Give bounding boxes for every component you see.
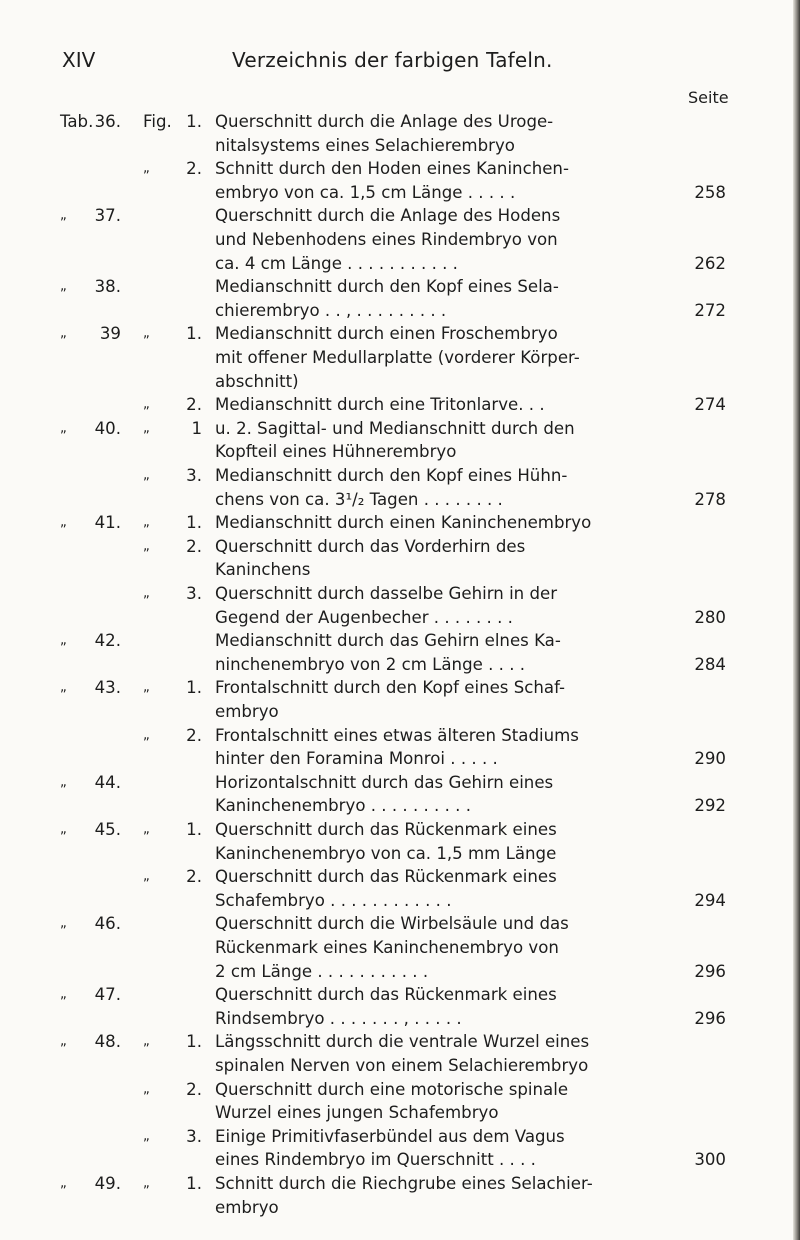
list-row <box>0 535 800 559</box>
list-row <box>0 794 800 818</box>
entry-text: nitalsystems eines Selachierembryo <box>215 135 515 155</box>
list-row <box>0 370 800 394</box>
list-row <box>0 228 800 252</box>
entry-text: Frontalschnitt durch den Kopf eines Schaf- <box>215 678 565 698</box>
list-row <box>0 558 800 582</box>
entry-text: Querschnitt durch dasselbe Gehirn in der <box>215 584 558 603</box>
figure-number: 2. <box>186 536 202 556</box>
figure-label: „ <box>143 1034 150 1050</box>
running-header <box>0 48 800 82</box>
entry-text: und Nebenhodens eines Rindembryo von <box>215 230 558 249</box>
plate-number: 37. <box>94 206 121 226</box>
figure-number: 2. <box>186 1079 202 1099</box>
list-row <box>0 889 800 913</box>
list-row <box>0 417 800 441</box>
page-ref: 284 <box>694 654 726 674</box>
entry-text: spinalen Nerven von einem Selachierembryo <box>215 1056 589 1075</box>
entry-text: Querschnitt durch eine motorische spinale <box>215 1079 569 1099</box>
plate-number: 38. <box>94 277 121 297</box>
list-row <box>0 700 800 724</box>
figure-number: 2. <box>186 725 202 745</box>
page-ref: 262 <box>694 253 726 273</box>
page-ref: 296 <box>694 1008 726 1028</box>
list-row <box>0 936 800 960</box>
entry-text: Einige Primitivfaserbündel aus dem Vagus <box>215 1126 565 1146</box>
entry-text: Querschnitt durch das Vorderhirn des <box>215 536 526 556</box>
entry-text: Medianschnitt durch einen Kaninchenembryo <box>215 513 592 533</box>
entry-text: Schnitt durch die Riechgrube eines Selachier- <box>215 1174 593 1193</box>
list-row <box>0 1030 800 1054</box>
page-column-header: Seite <box>688 88 729 107</box>
figure-label: „ <box>143 1128 150 1144</box>
figure-label: „ <box>143 727 150 743</box>
plate-label: „ <box>60 633 67 649</box>
figure-label: „ <box>143 586 150 601</box>
entry-text: Gegend der Augenbecher . . . . . . . . <box>215 607 513 627</box>
entry-text: Horizontalschnitt durch das Gehirn eines <box>215 772 554 792</box>
page-ref: 300 <box>694 1150 726 1170</box>
page-ref: 272 <box>694 300 726 320</box>
entry-text: embryo <box>215 702 279 721</box>
list-row <box>0 771 800 795</box>
page-number: XIV <box>62 48 96 72</box>
list-row <box>0 1125 800 1149</box>
figure-number: 1. <box>186 1032 202 1052</box>
list-row <box>0 346 800 370</box>
plate-number: 45. <box>94 820 121 839</box>
list-row <box>0 110 800 134</box>
entry-text: chierembryo . . , . . . . . . . . . <box>215 300 447 320</box>
plate-label: „ <box>60 1176 67 1191</box>
figure-number: 1. <box>186 1174 202 1193</box>
figure-number: 1. <box>186 112 202 131</box>
list-row <box>0 1148 800 1172</box>
entry-text: Querschnitt durch das Rückenmark eines <box>215 867 557 887</box>
figure-number: 1. <box>186 678 202 698</box>
plate-label: „ <box>60 515 67 531</box>
page-ref: 294 <box>694 890 726 910</box>
list-row <box>0 960 800 984</box>
plate-number: 49. <box>94 1174 121 1193</box>
entry-text: eines Rindembryo im Querschnitt . . . . <box>215 1150 536 1170</box>
entry-text: Medianschnitt durch eine Tritonlarve. . . <box>215 395 545 415</box>
plate-label: „ <box>60 420 67 436</box>
entry-text: Kopfteil eines Hühnerembryo <box>215 442 457 462</box>
list-row <box>0 912 800 936</box>
entry-text: Kaninchenembryo . . . . . . . . . . <box>215 796 471 816</box>
entry-text: mit offener Medullarplatte (vorderer Körper- <box>215 348 580 367</box>
plate-number: 41. <box>94 513 121 533</box>
figure-label: „ <box>143 468 150 483</box>
figure-label: „ <box>143 326 150 342</box>
plate-label: „ <box>60 916 67 932</box>
plate-number: 42. <box>94 631 121 651</box>
entry-text: Medianschnitt durch den Kopf eines Sela- <box>215 277 559 297</box>
figure-label: Fig. <box>143 112 172 131</box>
list-row <box>0 1078 800 1102</box>
figure-label: „ <box>143 869 150 885</box>
list-row <box>0 157 800 181</box>
entry-text: Medianschnitt durch das Gehirn elnes Ka- <box>215 631 561 651</box>
list-row <box>0 865 800 889</box>
list-row <box>0 606 800 630</box>
plate-number: 43. <box>94 678 121 698</box>
entry-text: u. 2. Sagittal- und Medianschnitt durch den <box>215 418 575 438</box>
list-row <box>0 818 800 842</box>
plate-label: „ <box>60 1034 67 1050</box>
plate-number: 46. <box>94 914 121 934</box>
figure-number: 1. <box>186 324 202 344</box>
list-row <box>0 440 800 464</box>
plate-label: „ <box>60 774 67 790</box>
list-row <box>0 1172 800 1196</box>
figure-number: 1. <box>186 513 202 533</box>
page-ref: 296 <box>694 961 726 981</box>
figure-label: „ <box>143 397 150 413</box>
figure-label: „ <box>143 822 150 837</box>
figure-number: 2. <box>186 867 202 887</box>
plate-number: 36. <box>94 112 121 131</box>
entry-text: embryo von ca. 1,5 cm Länge . . . . . <box>215 182 516 202</box>
page-ref: 274 <box>694 395 726 415</box>
entry-text: Querschnitt durch die Anlage des Uroge- <box>215 112 554 131</box>
list-row <box>0 747 800 771</box>
list-row <box>0 1101 800 1125</box>
figure-label: „ <box>143 161 150 177</box>
plate-label: Tab. <box>60 112 94 131</box>
list-row <box>0 393 800 417</box>
figure-number: 2. <box>186 395 202 415</box>
entry-text: Medianschnitt durch den Kopf eines Hühn- <box>215 466 568 485</box>
figure-label: „ <box>143 538 150 554</box>
list-row <box>0 983 800 1007</box>
entry-text: Schnitt durch den Hoden eines Kaninchen- <box>215 159 569 179</box>
plate-label: „ <box>60 822 67 837</box>
entry-text: abschnitt) <box>215 371 299 391</box>
figure-number: 2. <box>186 159 202 179</box>
plate-label: „ <box>60 326 67 342</box>
list-row <box>0 488 800 512</box>
list-row <box>0 181 800 205</box>
figure-label: „ <box>143 1176 150 1191</box>
entry-text: Kaninchens <box>215 560 311 580</box>
figure-label: „ <box>143 1081 150 1097</box>
plate-number: 47. <box>94 985 121 1005</box>
entry-text: Kaninchenembryo von ca. 1,5 mm Länge <box>215 843 557 863</box>
entry-text: Rindsembryo . . . . . . . , . . . . . <box>215 1008 462 1028</box>
figure-label: „ <box>143 680 150 696</box>
entry-text: Querschnitt durch das Rückenmark eines <box>215 820 557 839</box>
plate-number: 48. <box>94 1032 121 1052</box>
figure-number: 3. <box>186 584 202 603</box>
plate-label: „ <box>60 208 67 224</box>
list-row <box>0 842 800 866</box>
page-ref: 292 <box>694 796 726 816</box>
list-row <box>0 464 800 488</box>
page-ref: 278 <box>694 489 726 509</box>
entry-text: Querschnitt durch die Anlage des Hodens <box>215 206 561 226</box>
page-ref: 258 <box>694 182 726 202</box>
list-row <box>0 724 800 748</box>
plate-number: 44. <box>94 772 121 792</box>
list-row <box>0 299 800 323</box>
entry-text: ninchenembryo von 2 cm Länge . . . . <box>215 654 526 674</box>
entry-text: chens von ca. 3¹/₂ Tagen . . . . . . . . <box>215 489 503 509</box>
page-ref: 290 <box>694 749 726 769</box>
list-row <box>0 676 800 700</box>
plate-number: 40. <box>94 418 121 438</box>
list-row <box>0 275 800 299</box>
list-row <box>0 134 800 158</box>
list-row <box>0 629 800 653</box>
entry-text: Medianschnitt durch einen Froschembryo <box>215 324 558 344</box>
entry-text: Querschnitt durch das Rückenmark eines <box>215 985 557 1005</box>
entry-text: Frontalschnitt eines etwas älteren Stadiums <box>215 725 579 745</box>
entry-text: hinter den Foramina Monroi . . . . . <box>215 749 498 769</box>
list-row <box>0 1054 800 1078</box>
list-row <box>0 204 800 228</box>
entry-text: ca. 4 cm Länge . . . . . . . . . . . <box>215 253 458 273</box>
figure-number: 3. <box>186 466 202 485</box>
list-row <box>0 1196 800 1220</box>
entry-text: 2 cm Länge . . . . . . . . . . . <box>215 961 429 981</box>
page-ref: 280 <box>694 607 726 627</box>
list-row <box>0 582 800 606</box>
figure-number: 1 <box>191 418 202 438</box>
entry-text: Schafembryo . . . . . . . . . . . . <box>215 890 452 910</box>
plate-label: „ <box>60 279 67 295</box>
list-row <box>0 1007 800 1031</box>
page-title: Verzeichnis der farbigen Tafeln. <box>232 48 553 72</box>
figure-number: 1. <box>186 820 202 839</box>
figure-number: 3. <box>186 1126 202 1146</box>
list-row <box>0 322 800 346</box>
plate-label: „ <box>60 680 67 696</box>
entry-text: embryo <box>215 1197 279 1217</box>
entry-text: Längsschnitt durch die ventrale Wurzel eines <box>215 1032 590 1052</box>
figure-label: „ <box>143 420 150 436</box>
figure-label: „ <box>143 515 150 531</box>
entry-text: Wurzel eines jungen Schafembryo <box>215 1103 499 1123</box>
entry-text: Rückenmark eines Kaninchenembryo von <box>215 938 559 957</box>
list-row <box>0 511 800 535</box>
plate-label: „ <box>60 987 67 1003</box>
entry-text: Querschnitt durch die Wirbelsäule und das <box>215 914 569 934</box>
plate-number: 39 <box>99 324 121 344</box>
list-row <box>0 252 800 276</box>
list-row <box>0 653 800 677</box>
